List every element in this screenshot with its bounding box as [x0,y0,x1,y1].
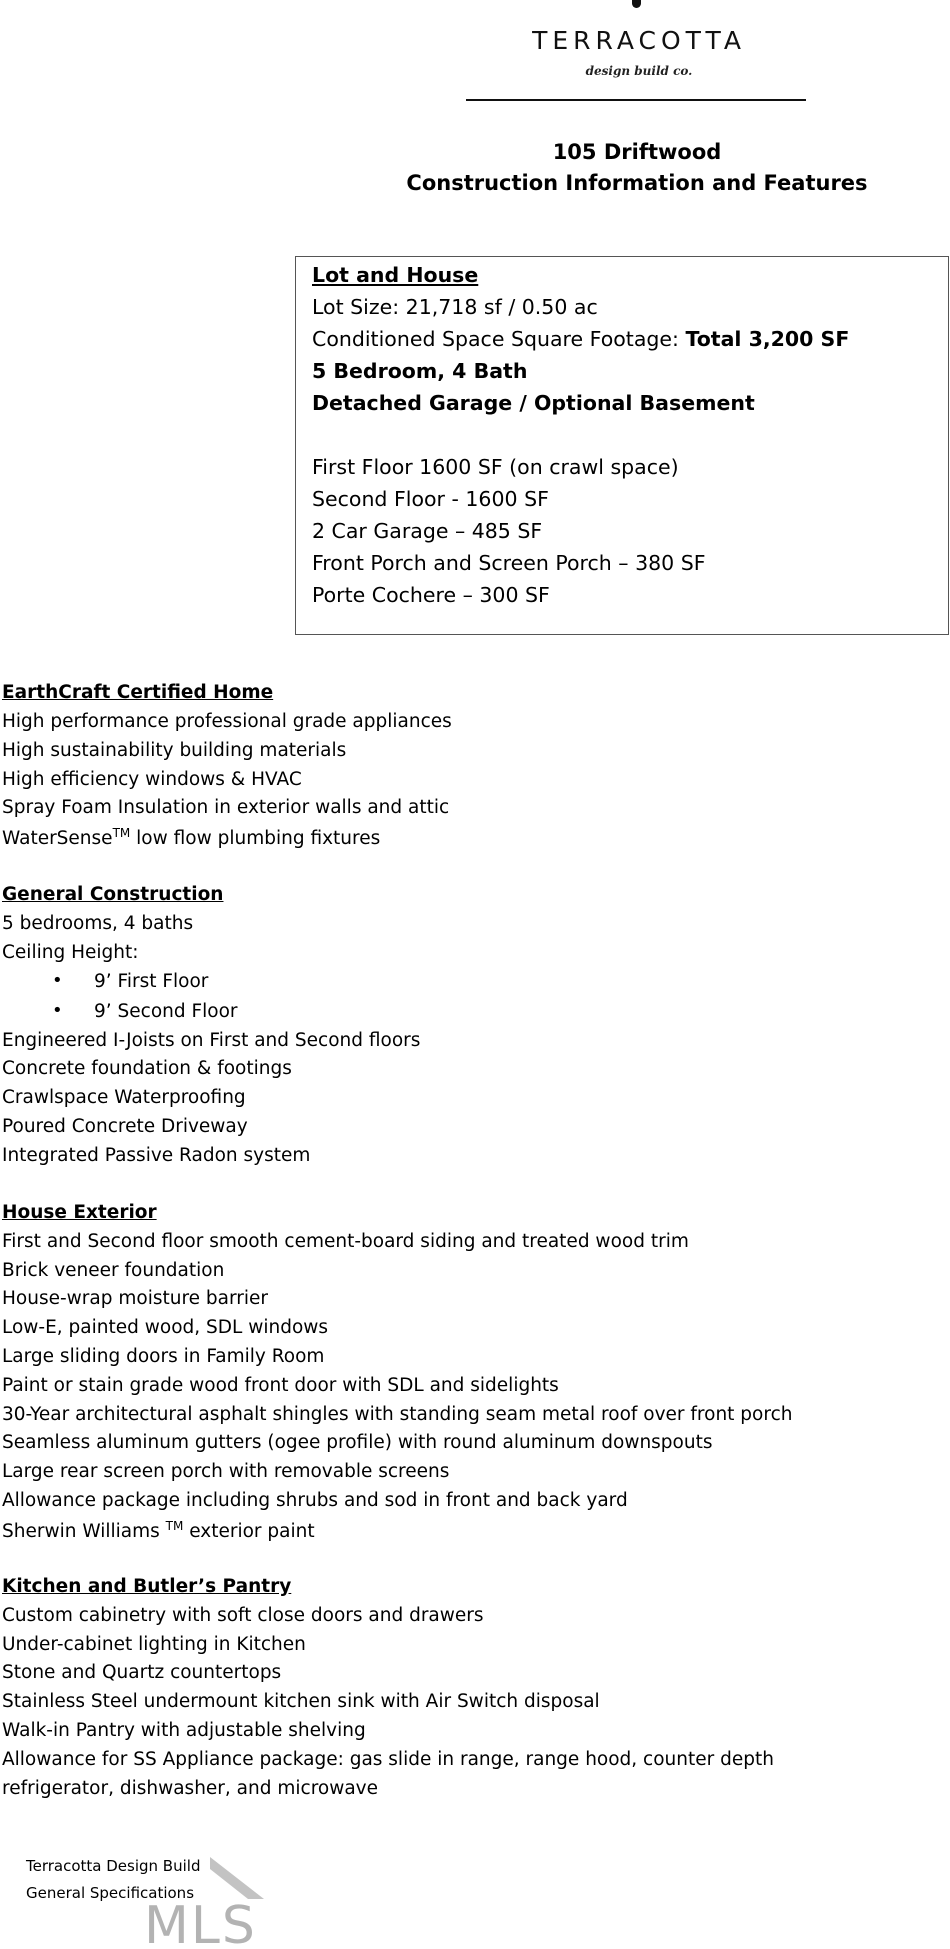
logo-mark [632,0,641,8]
logo-divider [466,99,806,101]
kitchen-item: Under-cabinet lighting in Kitchen [2,1634,306,1655]
ceiling-bullet: 9’ Second Floor [94,1001,238,1022]
earthcraft-item: Spray Foam Insulation in exterior walls and attic [2,797,450,818]
footer-company: Terracotta Design Build [26,1857,201,1875]
logo-wordmark: TERRACOTTA [532,26,746,55]
kitchen-item: Allowance for SS Appliance package: gas slide in range, range hood, counter depth [2,1749,774,1770]
mls-watermark [140,1855,280,1949]
kitchen-item: Stone and Quartz countertops [2,1662,282,1683]
general-item: Crawlspace Waterproofing [2,1087,246,1108]
general-item: Engineered I-Joists on First and Second floors [2,1030,421,1051]
exterior-item: 30-Year architectural asphalt shingles with standing seam metal roof over front porch [2,1404,793,1425]
kitchen-item: Walk-in Pantry with adjustable shelving [2,1720,366,1741]
detail-line: Front Porch and Screen Porch – 380 SF [312,551,706,575]
lot-house-box [295,256,949,635]
document-address: 105 Driftwood [552,140,722,164]
bullet-dot: • [52,970,63,991]
earthcraft-item: High performance professional grade appliances [2,711,452,732]
sherwin-text-rest: exterior paint [183,1521,315,1543]
detail-line: First Floor 1600 SF (on crawl space) [312,455,679,479]
logo-tagline: design build co. [585,64,693,78]
sherwin-text: Sherwin Williams [2,1521,166,1543]
exterior-heading: House Exterior [2,1202,157,1223]
ceiling-bullet: 9’ First Floor [94,971,209,992]
exterior-item: Paint or stain grade wood front door with SDL and sidelights [2,1375,559,1396]
exterior-item: Large rear screen porch with removable screens [2,1461,450,1482]
document-title: Construction Information and Features [406,171,868,195]
bullet-dot: • [52,1000,63,1021]
kitchen-item: Stainless Steel undermount kitchen sink with Air Switch disposal [2,1691,600,1712]
lot-house-heading: Lot and House [312,263,479,287]
footer-doc-name: General Specifications [26,1884,195,1902]
sherwin-item [2,1519,315,1542]
kitchen-item: refrigerator, dishwasher, and microwave [2,1778,379,1799]
earthcraft-item: High sustainability building materials [2,740,347,761]
exterior-item: Seamless aluminum gutters (ogee profile) with round aluminum downspouts [2,1432,713,1453]
detail-line: 2 Car Garage – 485 SF [312,519,543,543]
general-item: Integrated Passive Radon system [2,1145,311,1166]
mls-watermark-text: MLS [144,1896,257,1949]
exterior-item: Low-E, painted wood, SDL windows [2,1317,329,1338]
general-item: 5 bedrooms, 4 baths [2,913,194,934]
mls-roof-icon [210,1857,264,1899]
trademark-mark: TM [112,826,131,840]
lot-size: Lot Size: 21,718 sf / 0.50 ac [312,295,598,319]
detail-line: Porte Cochere – 300 SF [312,583,550,607]
exterior-item: Allowance package including shrubs and sod in front and back yard [2,1490,628,1511]
kitchen-item: Custom cabinetry with soft close doors and drawers [2,1605,484,1626]
conditioned-space-value: Total 3,200 SF [685,327,850,351]
watersense-item [2,826,380,849]
exterior-item: House-wrap moisture barrier [2,1288,269,1309]
general-item: Poured Concrete Driveway [2,1116,248,1137]
earthcraft-item: High efficiency windows & HVAC [2,769,302,790]
trademark-mark: TM [165,1519,184,1533]
conditioned-space-label: Conditioned Space Square Footage: [312,327,686,351]
garage-basement: Detached Garage / Optional Basement [312,391,755,415]
general-item: Concrete foundation & footings [2,1058,292,1079]
detail-line: Second Floor - 1600 SF [312,487,549,511]
general-item: Ceiling Height: [2,942,139,963]
watersense-text: WaterSense [2,828,113,850]
exterior-item: First and Second floor smooth cement-board siding and treated wood trim [2,1231,689,1252]
bed-bath: 5 Bedroom, 4 Bath [312,359,528,383]
kitchen-heading: Kitchen and Butler’s Pantry [2,1576,292,1597]
company-logo [0,0,950,110]
exterior-item: Brick veneer foundation [2,1260,225,1281]
earthcraft-heading: EarthCraft Certified Home [2,682,274,703]
general-heading: General Construction [2,884,224,905]
conditioned-space [312,327,849,351]
watersense-text-rest: low flow plumbing fixtures [130,828,381,850]
exterior-item: Large sliding doors in Family Room [2,1346,325,1367]
